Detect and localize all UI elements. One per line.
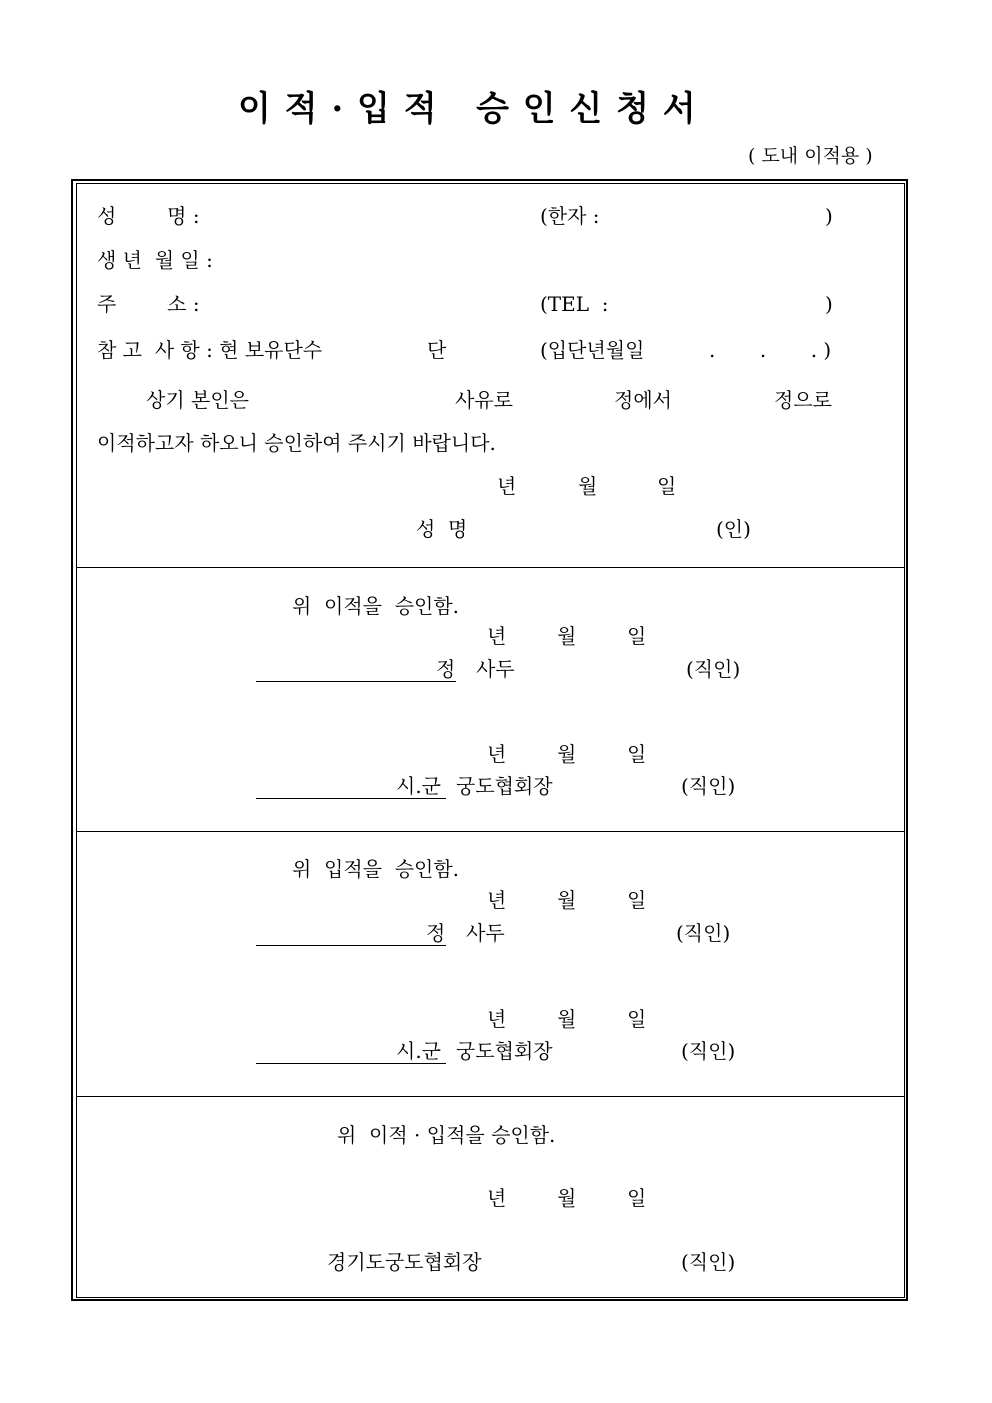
subtitle: ( 도내 이적용 ) xyxy=(748,145,873,167)
out-date2-year: 년 xyxy=(487,742,507,766)
out-city-suffix: 시.군 xyxy=(396,774,441,798)
out-date1-day: 일 xyxy=(627,624,647,648)
applicant-seal: (인) xyxy=(716,517,751,541)
in-city-suffix: 시.군 xyxy=(396,1039,441,1063)
out-seal-2: (직인) xyxy=(681,774,736,798)
statement-part-d: 정으로 xyxy=(774,388,832,412)
transfer-out-heading: 위 이적을 승인함. xyxy=(292,594,460,618)
transfer-in-heading: 위 입적을 승인함. xyxy=(292,857,460,881)
section-divider-2 xyxy=(76,831,905,832)
section-divider-1 xyxy=(76,567,905,568)
applicant-date-year: 년 xyxy=(497,474,517,498)
applicant-date-day: 일 xyxy=(657,474,677,498)
statement-part-c: 정에서 xyxy=(614,388,672,412)
out-date1-year: 년 xyxy=(487,624,507,648)
in-city-underline xyxy=(256,1063,446,1064)
out-city-role: 궁도협회장 xyxy=(456,774,553,798)
out-city-underline xyxy=(256,798,446,799)
in-date2-day: 일 xyxy=(627,1007,647,1031)
join-date-dots: . . . ) xyxy=(709,338,832,362)
in-date1-day: 일 xyxy=(627,888,647,912)
in-seal-2: (직인) xyxy=(681,1039,736,1063)
in-date2-month: 월 xyxy=(557,1007,577,1031)
in-office-suffix: 정 xyxy=(426,921,446,945)
province-role: 경기도궁도협회장 xyxy=(327,1250,482,1274)
birth-label: 생 년 월 일 : xyxy=(97,248,213,272)
page-title: 이 적 · 입 적 승 인 신 청 서 xyxy=(238,89,697,129)
in-date1-year: 년 xyxy=(487,888,507,912)
statement-part-a: 상기 본인은 xyxy=(146,388,249,412)
province-seal: (직인) xyxy=(681,1250,736,1274)
province-date-year: 년 xyxy=(487,1186,507,1210)
out-date2-day: 일 xyxy=(627,742,647,766)
hanja-close: ) xyxy=(825,204,833,228)
out-date2-month: 월 xyxy=(557,742,577,766)
reference-label: 참 고 사 항 : 현 보유단수 xyxy=(97,338,323,362)
applicant-date-month: 월 xyxy=(578,474,598,498)
province-date-day: 일 xyxy=(627,1186,647,1210)
address-label: 주 소 : xyxy=(97,292,200,316)
in-seal-1: (직인) xyxy=(676,921,731,945)
join-date-label: (입단년월일 xyxy=(540,338,645,362)
statement-line-2: 이적하고자 하오니 승인하여 주시기 바랍니다. xyxy=(97,431,496,455)
statement-part-b: 사유로 xyxy=(455,388,513,412)
in-office-role: 사두 xyxy=(466,921,505,945)
dan-label: 단 xyxy=(427,338,447,362)
section-divider-3 xyxy=(76,1096,905,1097)
tel-close: ) xyxy=(825,292,833,316)
hanja-label: (한자 : xyxy=(540,204,600,228)
province-date-month: 월 xyxy=(557,1186,577,1210)
in-date2-year: 년 xyxy=(487,1007,507,1031)
in-office-underline xyxy=(256,945,446,946)
in-date1-month: 월 xyxy=(557,888,577,912)
name-label: 성 명 : xyxy=(97,204,200,228)
out-office-suffix: 정 xyxy=(436,657,456,681)
sign-name-label: 성 명 xyxy=(416,517,468,541)
out-office-role: 사두 xyxy=(476,657,515,681)
out-office-underline xyxy=(256,681,456,682)
province-heading: 위 이적 · 입적을 승인함. xyxy=(337,1123,556,1147)
out-date1-month: 월 xyxy=(557,624,577,648)
tel-label: (TEL : xyxy=(540,292,609,316)
in-city-role: 궁도협회장 xyxy=(456,1039,553,1063)
out-seal-1: (직인) xyxy=(686,657,741,681)
